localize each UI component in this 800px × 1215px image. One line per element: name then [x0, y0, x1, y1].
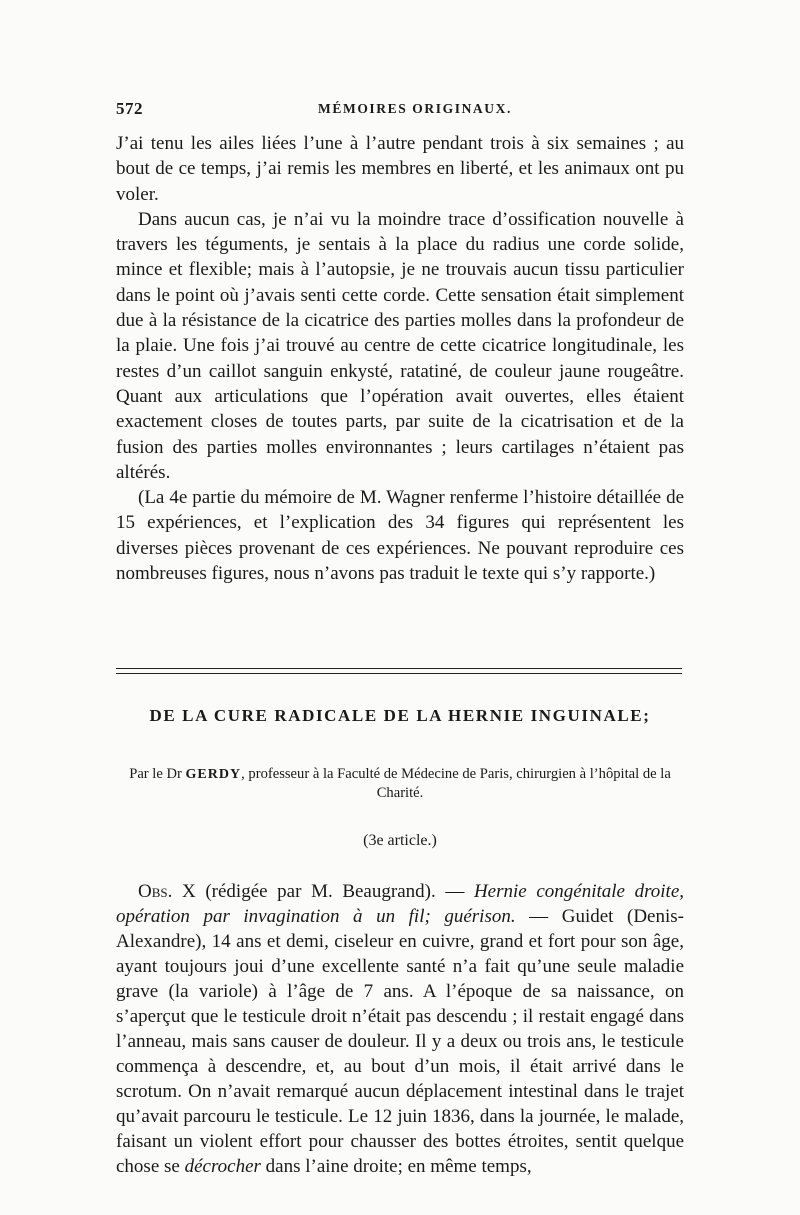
byline — [116, 765, 684, 802]
observation-label: Obs. X — [138, 881, 196, 902]
section-rule-top — [116, 668, 682, 669]
observation-text-end: dans l’aine droite; en même temps, — [260, 1156, 532, 1177]
author-affiliation: , professeur à la Faculté de Médecine de Paris, chirurgien à l’hôpital de la Charité. — [241, 766, 671, 801]
italic-word: décrocher — [184, 1156, 261, 1177]
observation-text: — Guidet (Denis-Alexandre), 14 ans et demi, ciseleur en cuivre, grand et fort pour son âge, ayant toujours joui d’une excellente santé n’a fait qu’une seule maladie grave (la variole) à l’âge de 7 ans. A l’époque de sa naissance, on s’aperçut que le testicule droit n’était pas descendu ; il restait engagé dans l’anneau, mais sans causer de douleur. Il y a deux ou trois ans, le testicule commença à descendre, et, au bout d’un mois, il était arrivé dans le scrotum. On n’avait remarqué aucun déplacement intestinal dans le trajet qu’avait parcouru le testicule. Le 12 juin 1836, dans la journée, le malade, faisant un violent effort pour chausser des bottes étroites, sentit quelque chose se — [116, 906, 684, 1177]
byline-prefix: Par le Dr — [129, 766, 182, 782]
page-number: 572 — [116, 99, 143, 118]
series-note: (3e article.) — [363, 832, 437, 849]
article-title: DE LA CURE RADICALE DE LA HERNIE INGUINALE; — [149, 706, 651, 725]
observation-body — [116, 879, 684, 1179]
observation-subject: Hernie congénitale droite, opération par invagination à un fil; guérison. — [116, 881, 685, 927]
section-rule-bottom — [116, 673, 682, 674]
previous-article-body — [116, 131, 684, 586]
paragraph-2: Dans aucun cas, je n’ai vu la moindre trace d’ossification nouvelle à travers les téguments, je sentais à la place du radius une corde solide, mince et flexible; mais à l’autopsie, je ne trouvais aucun tissu particulier dans le point où j’avais senti cette corde. Cette sensation était simplement due à la résistance de la cicatrice des parties molles dans la profondeur de la plaie. Une fois j’ai trouvé au centre de cette cicatrice longitudinale, les restes d’un caillot sanguin enkysté, ratatiné, de couleur jaune rougeâtre. Quant aux articulations que l’opération avait ouvertes, elles étaient exactement closes de toutes parts, par suite de la cicatrisation et de la fusion des parties molles environnantes ; leurs cartilages n’étaient pas altérés. — [116, 208, 684, 483]
observation-paragraph — [116, 879, 684, 1179]
paragraph-1: J’ai tenu les ailes liées l’une à l’autre pendant trois à six semaines ; au bout de ce temps, j’ai remis les membres en liberté, et les animaux ont pu voler. — [116, 133, 684, 205]
author-name: GERDY — [185, 767, 242, 782]
paragraph-3: (La 4e partie du mémoire de M. Wagner renferme l’histoire détaillée de 15 expériences, et l’explication des 34 figures qui représentent les diverses pièces provenant de ces expériences. Ne pouvant reproduire ces nombreuses figures, nous n’avons pas traduit le texte qui s’y rapporte.) — [116, 487, 684, 585]
observation-intro: (rédigée par M. Beaugrand). — — [195, 881, 474, 902]
running-head: MÉMOIRES ORIGINAUX. — [318, 101, 512, 116]
